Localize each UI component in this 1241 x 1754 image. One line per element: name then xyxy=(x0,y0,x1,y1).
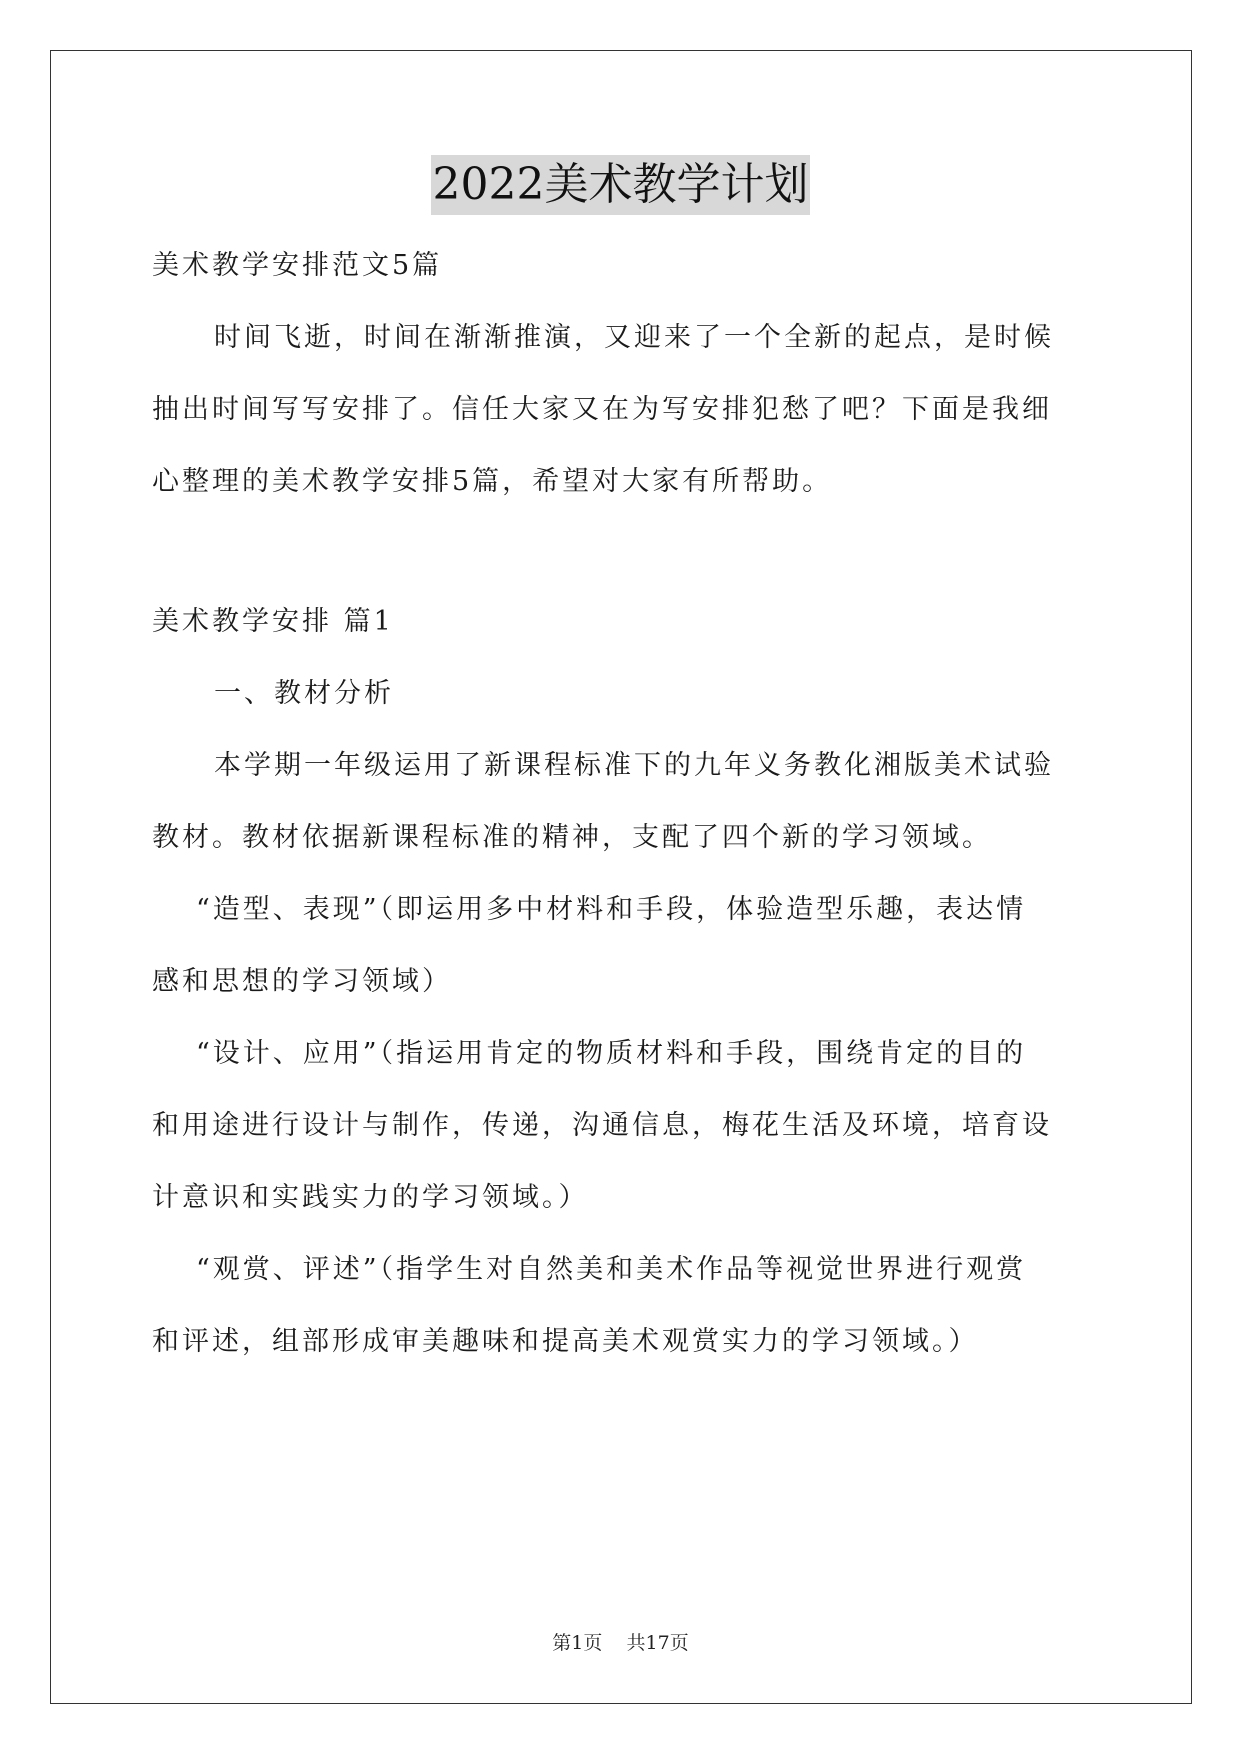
document-body xyxy=(152,230,1092,1378)
section-spacer xyxy=(152,518,1092,586)
intro-line: 时间飞逝，时间在渐渐推演，又迎来了一个全新的起点，是时候 xyxy=(214,322,1054,353)
paragraph-line: 本学期一年级运用了新课程标准下的九年义务教化湘版美术试验 xyxy=(214,750,1054,781)
page-number: 第1页 共17页 xyxy=(552,1632,689,1654)
paragraph-line: “设计、应用”（指运用肯定的物质材料和手段，围绕肯定的目的 xyxy=(196,1038,1027,1069)
document-title: 2022美术教学计划 xyxy=(431,155,811,215)
paragraph-line: 感和思想的学习领域） xyxy=(152,966,452,997)
paragraph-line: 和用途进行设计与制作，传递，沟通信息，梅花生活及环境，培育设 xyxy=(152,1110,1052,1141)
paragraph-line: 教材。教材依据新课程标准的精神，支配了四个新的学习领域。 xyxy=(152,822,992,853)
paragraph-line: “造型、表现”（即运用多中材料和手段，体验造型乐趣，表达情 xyxy=(196,894,1027,925)
intro-line: 心整理的美术教学安排5篇，希望对大家有所帮助。 xyxy=(152,466,833,497)
section-heading: 美术教学安排 篇1 xyxy=(152,606,394,637)
title-container xyxy=(0,155,1241,215)
subtitle: 美术教学安排范文5篇 xyxy=(152,250,443,281)
paragraph-line: 计意识和实践实力的学习领域。） xyxy=(152,1182,589,1213)
sub-heading: 一、教材分析 xyxy=(214,678,394,709)
intro-line: 抽出时间写写安排了。信任大家又在为写安排犯愁了吧？下面是我细 xyxy=(152,394,1052,425)
paragraph-line: 和评述，组部形成审美趣味和提高美术观赏实力的学习领域。） xyxy=(152,1326,979,1357)
paragraph-line: “观赏、评述”（指学生对自然美和美术作品等视觉世界进行观赏 xyxy=(196,1254,1027,1285)
